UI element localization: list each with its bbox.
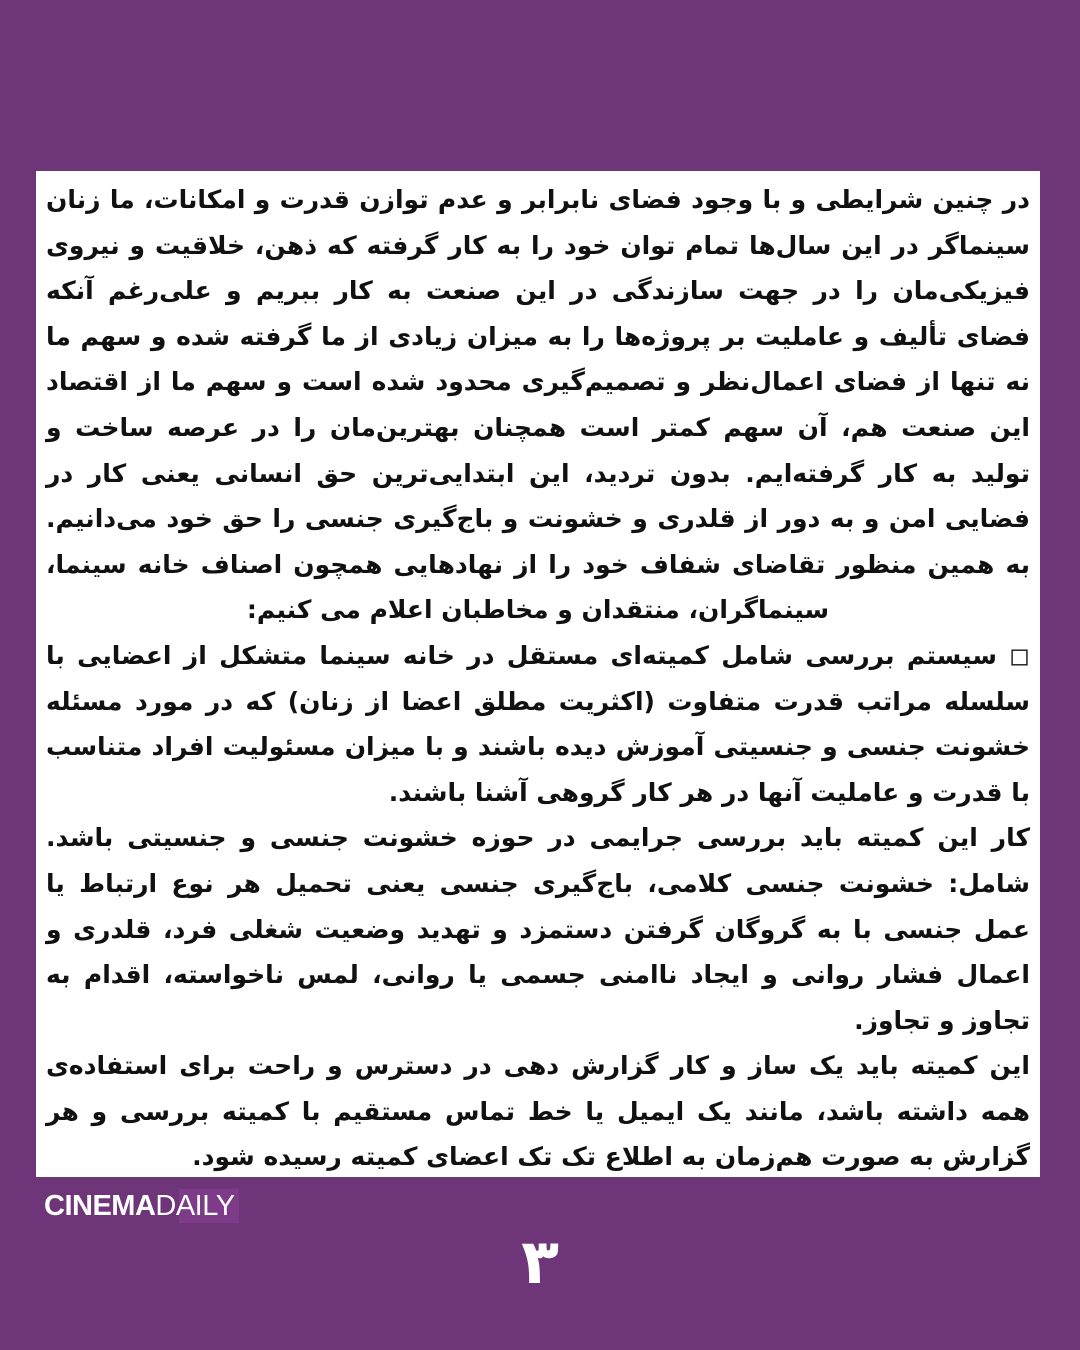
article-paragraph-committee: ◻ سیستم بررسی شامل کمیته‌ای مستقل در خانه سینما متشکل از اعضایی با سلسله مراتب قدرت متفاوت (اکثریت مطلق اعضا از زنان) که در مورد مسئله خشونت جنسی و جنسیتی آموزش دیده باشند و با میزان مسئولیت افراد متناسب با قدرت و عاملیت آنها در هر کار گروهی آشنا باشند. [46, 640, 1030, 807]
article-paragraph-reporting: این کمیته باید یک ساز و کار گزارش دهی در دسترس و راحت برای استفاده‌ی همه داشته باشد، مانند یک ایمیل یا خط تماس مستقیم با کمیته بررسی و هر گزارش به صورت هم‌زمان به اطلاع تک تک اعضای کمیته رسیده شود. [46, 1051, 1030, 1172]
article-panel [36, 171, 1040, 1177]
article-paragraph-scope: کار این کمیته باید بررسی جرایمی در حوزه خشونت جنسی و جنسیتی باشد. شامل: خشونت جنسی کلامی، باج‌گیری جنسی یعنی تحمیل هر نوع ارتباط یا عمل جنسی با به گروگان گرفتن دستمزد و تهدید وضعیت شغلی فرد، قلدری و اعمال فشار روانی و ایجاد ناامنی جسمی یا روانی، لمس ناخواسته، اقدام به تجاوز و تجاوز. [46, 823, 1030, 1035]
brand-logo-light: DAILY [155, 1189, 235, 1222]
brand-logo [44, 1189, 239, 1223]
article-paragraph-intro: در چنین شرایطی و با وجود فضای نابرابر و عدم توازن قدرت و امکانات، ما زنان سینماگر در این سال‌ها تمام توان خود را به کار گرفته که ذهن، خلاقیت و نیروی فیزیکی‌مان را در جهت سازندگی در این صنعت به کار ببریم و علی‌رغم آنکه فضای تألیف و عاملیت بر پروژه‌ها را به میزان زیادی از ما گرفته شده و سهم ما نه تنها از فضای اعمال‌نظر و تصمیم‌گیری محدود شده است و سهم ما از اقتصاد این صنعت هم، آن سهم کمتر است همچنان بهترین‌مان را در عرصه ساخت و تولید به کار گرفته‌ایم. بدون تردید، این ابتدایی‌ترین حق انسانی یعنی کار در فضایی امن و به دور از قلدری و خشونت و باج‌گیری جنسی را حق خود می‌دانیم. به همین منظور تقاضای شفاف خود را از نهادهایی همچون اصناف خانه سینما، سینماگران، منتقدان و مخاطبان اعلام می کنیم: [46, 185, 1030, 625]
brand-logo-strong: CINEMA [44, 1189, 156, 1222]
article-body [46, 177, 1030, 1177]
page-number: ۳ [521, 1225, 559, 1298]
